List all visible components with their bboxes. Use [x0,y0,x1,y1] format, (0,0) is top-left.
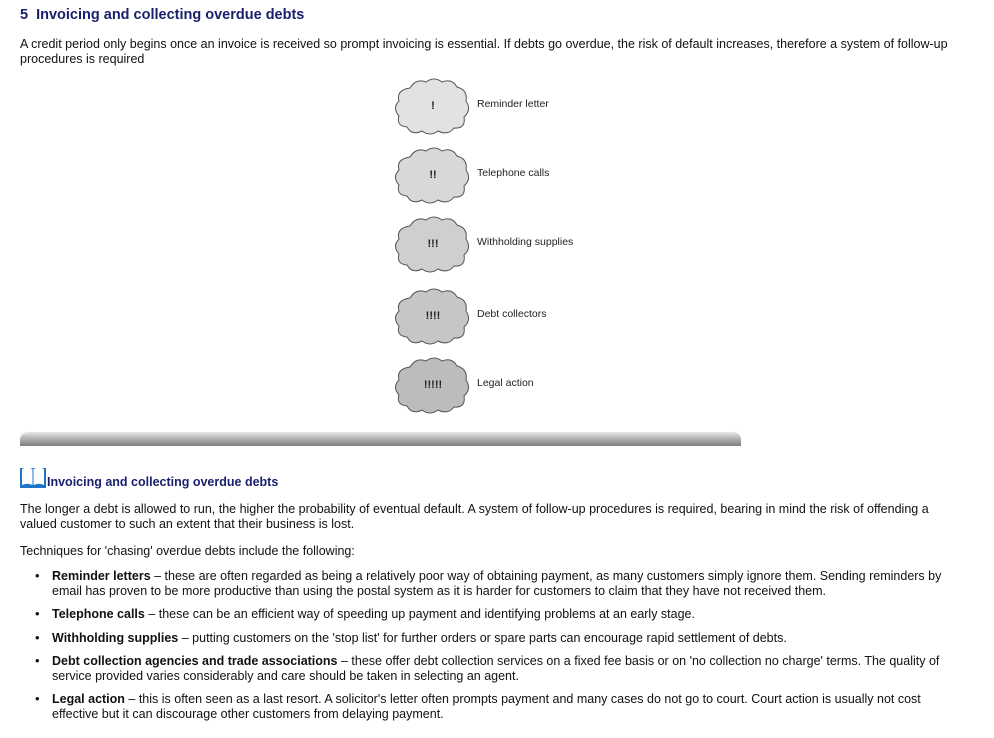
section-number: 5 [20,7,29,23]
cloud-shape [392,353,472,415]
book-icon [20,464,46,488]
diagram-step-legal-action [392,353,652,415]
escalation-mark: !!! [427,238,439,250]
list-item [20,692,955,721]
section-heading [20,7,304,23]
list-item [20,607,955,622]
bullet-text: – this is often seen as a last resort. A solicitor's letter often prompts payment and many cases do not go to court. Court action is usually not cost effective but it can discourage other customers from delaying payment. [52,692,921,721]
escalation-mark: !! [429,169,437,181]
bullet-term: Reminder letters [52,569,151,583]
intro-paragraph: A credit period only begins once an invoice is received so prompt invoicing is essential. If debts go overdue, the risk of default increases, therefore a system of follow-up procedures is required [20,37,948,66]
step-label: Debt collectors [477,308,547,320]
diagram-step-debt-collectors [392,284,652,346]
cloud-shape [392,212,472,274]
cloud-shape [392,284,472,346]
list-item [20,631,955,646]
escalation-mark: !!!! [425,310,441,322]
bullet-term: Telephone calls [52,607,145,621]
bullet-text: – these are often regarded as being a relatively poor way of obtaining payment, as many customers simply ignore them. Sending reminders by email has proven to be more productive than using the postal system as it is harder for customers to claim that they have not received them. [52,569,942,598]
diagram-step-reminder-letter [392,74,652,136]
bullet-term: Withholding supplies [52,630,179,645]
escalation-mark: ! [431,100,435,112]
step-label: Withholding supplies [477,236,574,248]
bullet-term: Debt collection agencies and trade associations [52,654,338,668]
diagram-step-telephone-calls [392,143,652,205]
divider-scroll-bar[interactable] [20,431,741,446]
step-label: Legal action [477,377,534,389]
knowledge-paragraph-1: The longer a debt is allowed to run, the higher the probability of eventual default. A system of follow-up procedures is required, bearing in mind the risk of offending a valued customer to such an extent that their business is lost. [20,502,929,531]
list-item [20,654,955,683]
bullet-text: – putting customers on the 'stop list' for further orders or spare parts can encourage rapid settlement of debts. [178,630,787,645]
escalation-mark: !!!!! [423,379,443,391]
bullet-text: – these can be an efficient way of speeding up payment and identifying problems at an early stage. [144,607,695,621]
section-title: Invoicing and collecting overdue debts [36,7,305,23]
cloud-shape [392,74,472,136]
cloud-shape [392,143,472,205]
escalation-diagram [392,74,652,422]
knowledge-paragraph-2: Techniques for 'chasing' overdue debts include the following: [20,544,355,558]
techniques-list [20,569,955,721]
step-label: Reminder letter [477,98,549,110]
knowledge-title: Invoicing and collecting overdue debts [47,475,279,489]
bullet-text: – these offer debt collection services on a fixed fee basis or on 'no collection no charge' terms. The quality of service provided varies considerably and care should be taken in selecting an agent. [52,654,940,683]
diagram-step-withholding-supplies [392,212,652,274]
bullet-term: Legal action [52,692,125,706]
step-label: Telephone calls [477,167,550,179]
list-item [20,569,955,598]
